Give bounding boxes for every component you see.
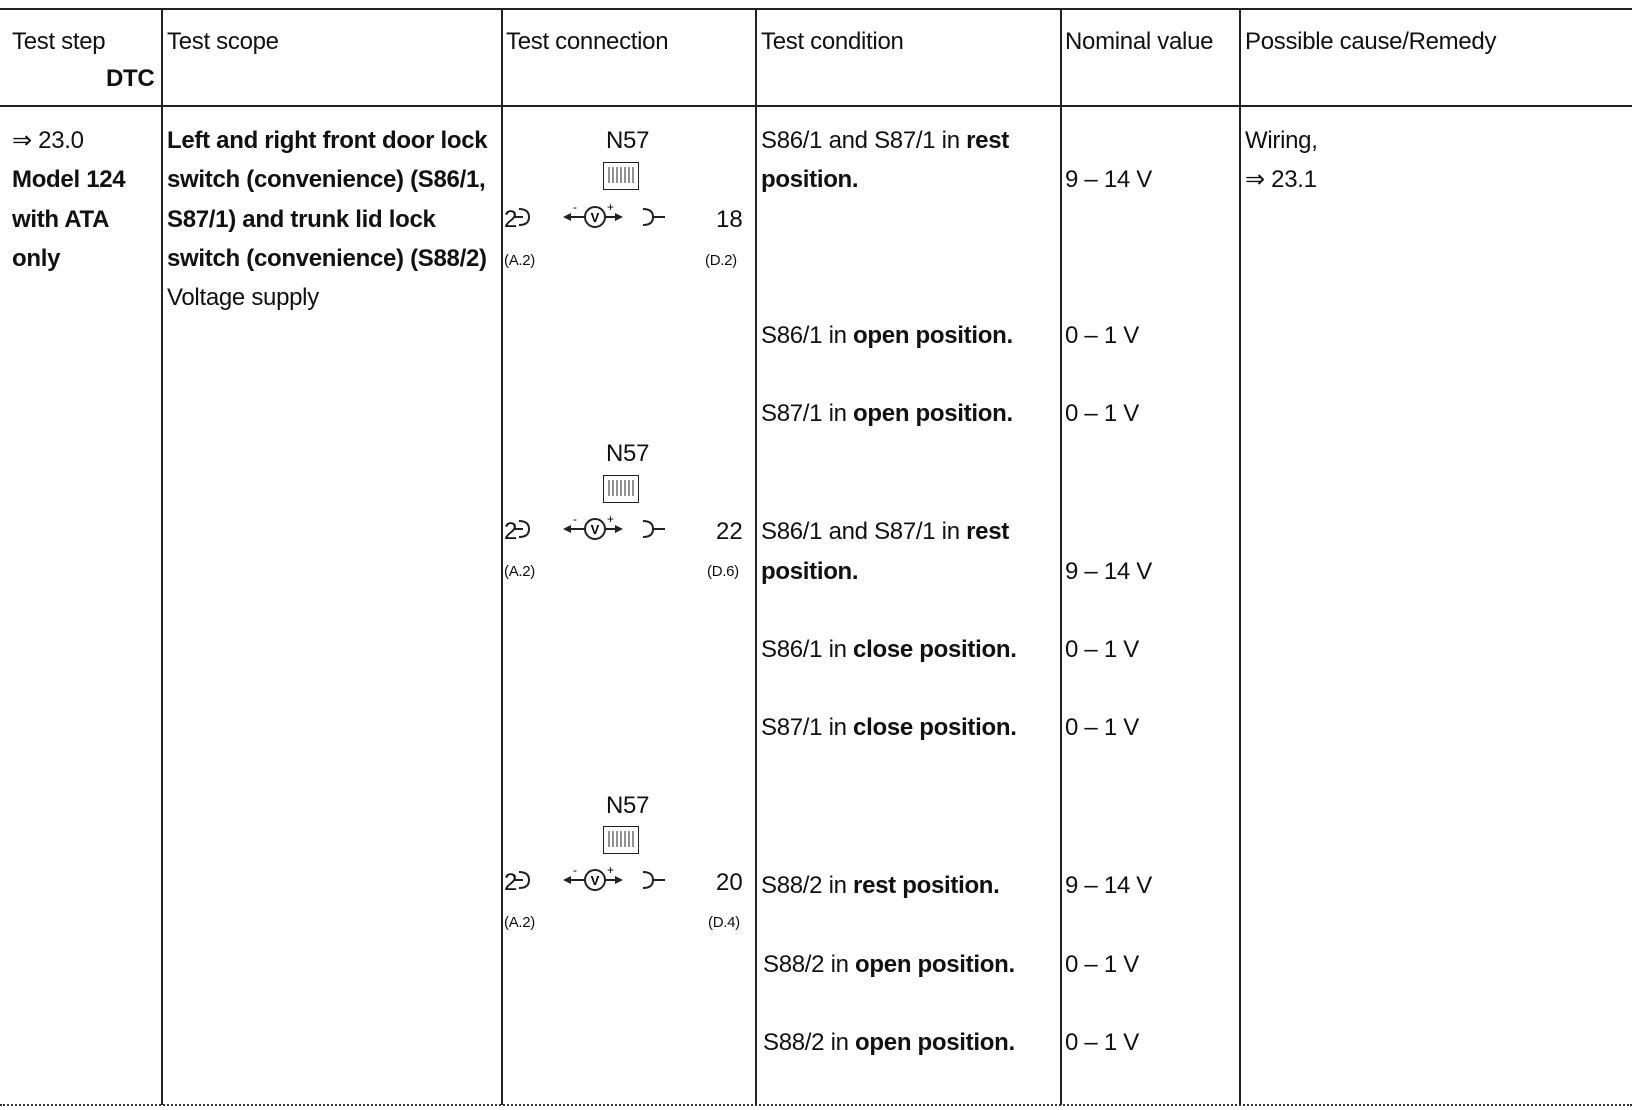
right-ref: (D.2) — [705, 252, 737, 269]
condition-2: S86/1 in open position. — [761, 322, 1013, 349]
scope-line-2: switch (convenience) (S86/1, — [167, 166, 486, 193]
column-divider-4 — [1060, 8, 1062, 1105]
test-step-model: Model 124 — [12, 166, 126, 193]
svg-text:-: - — [573, 866, 577, 877]
header-possible-cause: Possible cause/Remedy — [1245, 28, 1497, 55]
svg-text:V: V — [590, 873, 600, 888]
right-pin: 22 — [716, 518, 743, 545]
svg-text:+: + — [607, 866, 615, 877]
left-ref: (A.2) — [504, 914, 536, 931]
nominal-value-3: 0 – 1 V — [1065, 400, 1139, 427]
table-bottom-border — [0, 1104, 1632, 1106]
condition-5: S86/1 in close position. — [761, 636, 1017, 663]
left-pin: 2 — [504, 869, 518, 896]
condition-8: S88/2 in open position. — [763, 951, 1015, 978]
remedy-reference: ⇒ 23.1 — [1245, 166, 1317, 193]
svg-text:+: + — [607, 203, 615, 214]
header-test-scope: Test scope — [167, 28, 279, 55]
test-step-number: ⇒ 23.0 — [12, 127, 84, 154]
left-pin: 2 — [504, 206, 518, 233]
module-label: N57 — [606, 440, 650, 467]
svg-text:-: - — [573, 203, 577, 214]
nominal-value-4: 9 – 14 V — [1065, 558, 1153, 585]
column-divider-2 — [501, 8, 503, 1105]
svg-text:+: + — [607, 515, 615, 526]
header-test-condition: Test condition — [761, 28, 904, 55]
scope-line-3: S87/1) and trunk lid lock — [167, 206, 436, 233]
scope-line-1: Left and right front door lock — [167, 127, 488, 154]
header-test-step: Test step — [12, 28, 106, 55]
module-label: N57 — [606, 792, 650, 819]
svg-text:-: - — [573, 515, 577, 526]
condition-6: S87/1 in close position. — [761, 714, 1017, 741]
column-divider-3 — [755, 8, 757, 1105]
right-ref: (D.4) — [708, 914, 740, 931]
scope-line-4: switch (convenience) (S88/2) — [167, 245, 487, 272]
right-pin: 18 — [716, 206, 743, 233]
nominal-value-1: 9 – 14 V — [1065, 166, 1153, 193]
condition-3: S87/1 in open position. — [761, 400, 1013, 427]
svg-text:V: V — [590, 522, 600, 537]
condition-9: S88/2 in open position. — [763, 1029, 1015, 1056]
condition-4-line-2: position. — [761, 558, 859, 585]
voltmeter-icon — [515, 866, 665, 894]
nominal-value-7: 9 – 14 V — [1065, 872, 1153, 899]
column-divider-1 — [161, 8, 163, 1105]
left-ref: (A.2) — [504, 252, 536, 269]
control-module-icon — [603, 826, 639, 854]
condition-1-line-2: position. — [761, 166, 859, 193]
nominal-value-8: 0 – 1 V — [1065, 951, 1139, 978]
column-divider-5 — [1239, 8, 1241, 1105]
nominal-value-9: 0 – 1 V — [1065, 1029, 1139, 1056]
nominal-value-6: 0 – 1 V — [1065, 714, 1139, 741]
nominal-value-5: 0 – 1 V — [1065, 636, 1139, 663]
svg-text:V: V — [590, 210, 600, 225]
module-label: N57 — [606, 127, 650, 154]
header-dtc: DTC — [106, 65, 155, 92]
test-step-with-ata: with ATA — [12, 206, 110, 233]
voltmeter-icon — [515, 203, 665, 231]
header-bottom-border — [0, 105, 1632, 107]
condition-4-line-1: S86/1 and S87/1 in rest — [761, 518, 1009, 545]
left-ref: (A.2) — [504, 563, 536, 580]
header-nominal-value: Nominal value — [1065, 28, 1214, 55]
table-top-border — [0, 8, 1632, 10]
condition-1-line-1: S86/1 and S87/1 in rest — [761, 127, 1009, 154]
remedy-wiring: Wiring, — [1245, 127, 1318, 154]
left-pin: 2 — [504, 518, 518, 545]
nominal-value-2: 0 – 1 V — [1065, 322, 1139, 349]
condition-7: S88/2 in rest position. — [761, 872, 1000, 899]
voltmeter-icon — [515, 515, 665, 543]
scope-voltage-supply: Voltage supply — [167, 284, 319, 311]
control-module-icon — [603, 475, 639, 503]
header-test-connection: Test connection — [506, 28, 669, 55]
control-module-icon — [603, 162, 639, 190]
test-step-only: only — [12, 245, 61, 272]
right-ref: (D.6) — [707, 563, 739, 580]
right-pin: 20 — [716, 869, 743, 896]
